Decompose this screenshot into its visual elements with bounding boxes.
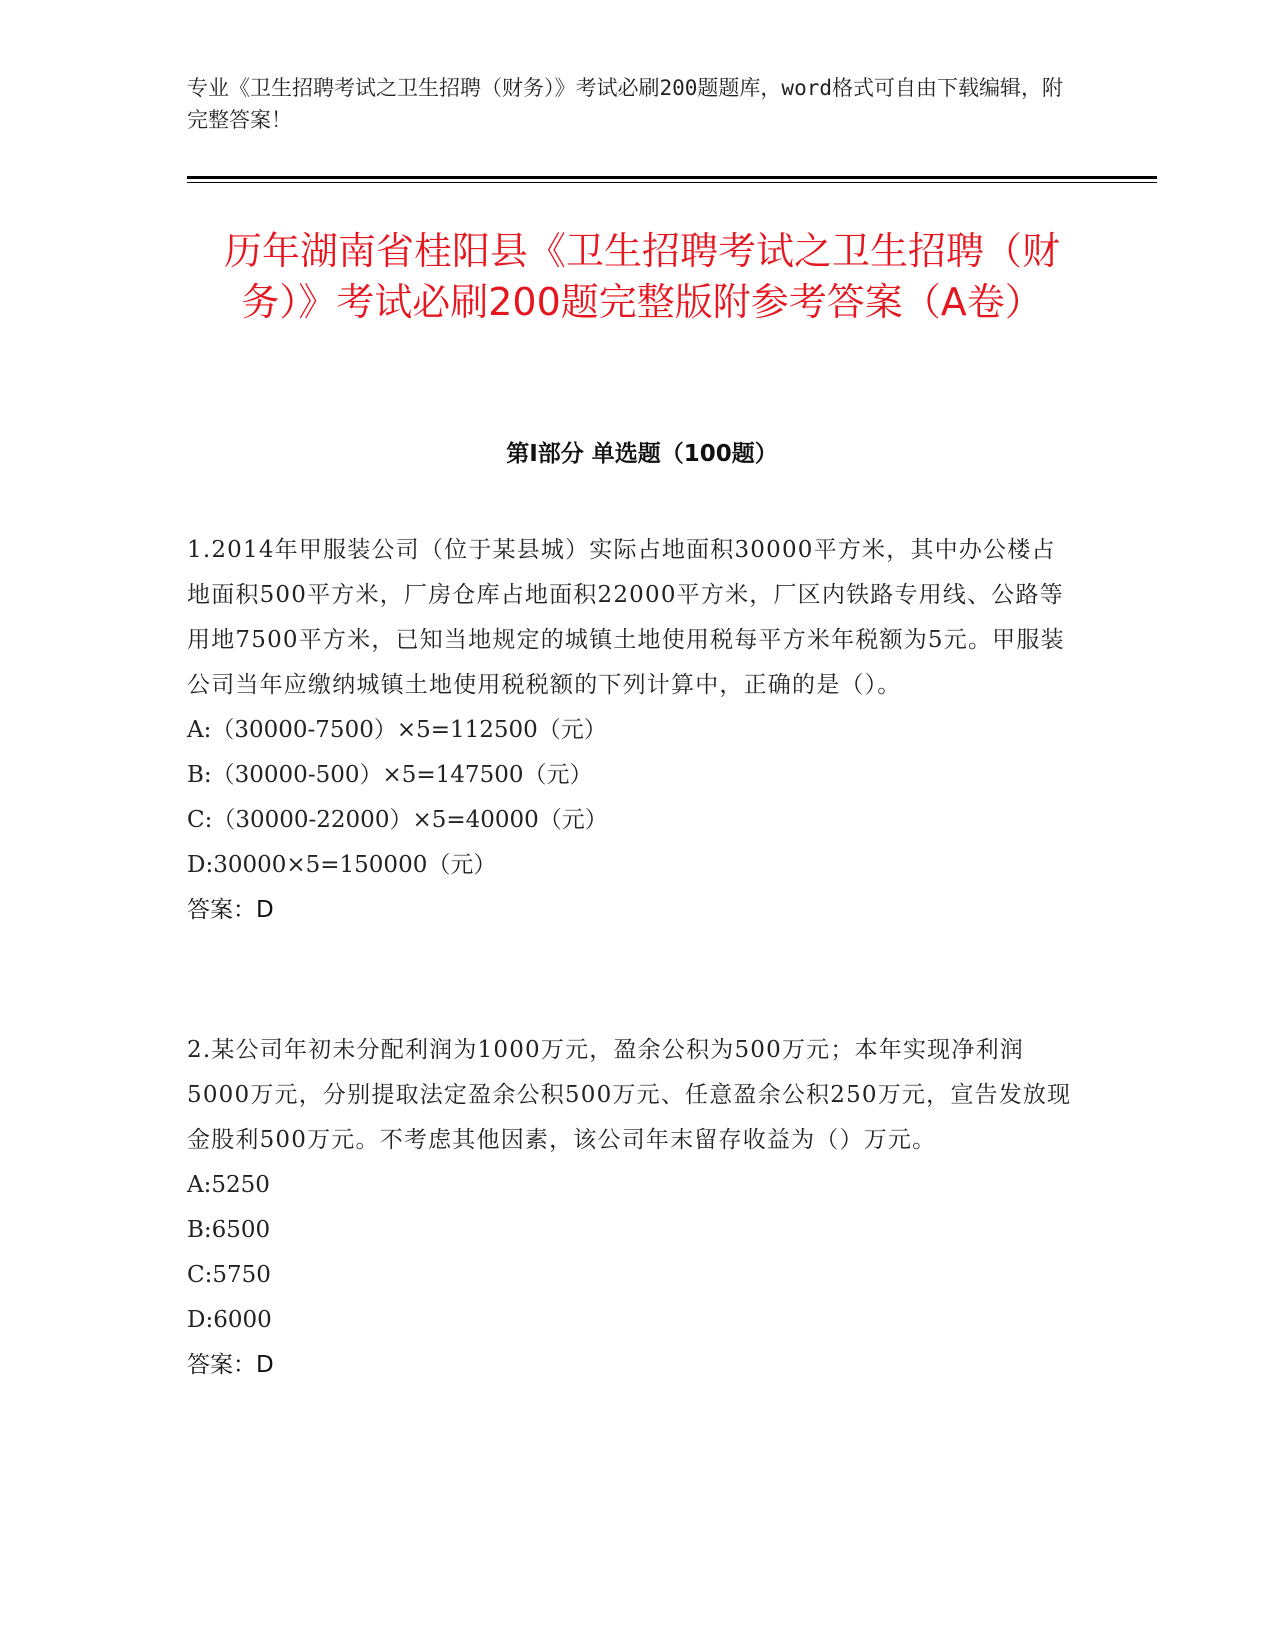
question-stem: 2.某公司年初未分配利润为1000万元，盈余公积为500万元；本年实现净利润5000万元，分别提取法定盈余公积500万元、任意盈余公积250万元，宣告发放现金股利500万元。不考虑其他因素，该公司年末留存收益为（）万元。 — [187, 1037, 1072, 1153]
option-a: A:5250 — [187, 1172, 270, 1198]
option-d: D:30000×5=150000（元） — [187, 852, 497, 878]
option-c: C:（30000-22000）×5=40000（元） — [187, 807, 608, 833]
option-d: D:6000 — [187, 1307, 272, 1333]
document-title: 历年湖南省桂阳县《卫生招聘考试之卫生招聘（财务）》考试必刷200题完整版附参考答案（A卷） — [223, 229, 1060, 324]
question-1 — [187, 528, 1077, 933]
option-b: B:6500 — [187, 1217, 271, 1243]
header-note: 专业《卫生招聘考试之卫生招聘（财务）》考试必刷200题题库，word格式可自由下载编辑，附完整答案！ — [187, 76, 1063, 132]
question-2 — [187, 1028, 1077, 1388]
question-stem: 1.2014年甲服装公司（位于某县城）实际占地面积30000平方米，其中办公楼占地面积500平方米，厂房仓库占地面积22000平方米，厂区内铁路专用线、公路等用地7500平方米，已知当地规定的城镇土地使用税每平方米年税额为5元。甲服装公司当年应缴纳城镇土地使用税税额的下列计算中，正确的是（）。 — [187, 537, 1065, 698]
header-rule-thick — [187, 176, 1157, 179]
header-rule-thin — [187, 182, 1157, 183]
option-b: B:（30000-500）×5=147500（元） — [187, 762, 593, 788]
option-a: A:（30000-7500）×5=112500（元） — [187, 717, 607, 743]
option-c: C:5750 — [187, 1262, 271, 1288]
answer-label: 答案：D — [187, 1352, 274, 1378]
answer-label: 答案：D — [187, 897, 274, 923]
section-heading: 第I部分 单选题（100题） — [506, 441, 778, 467]
